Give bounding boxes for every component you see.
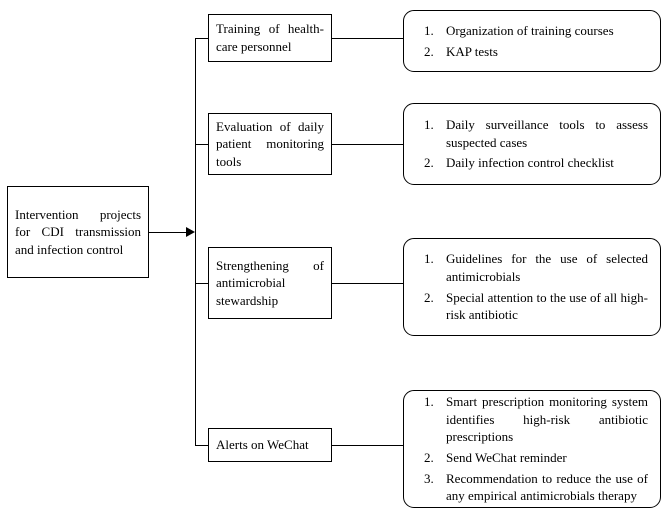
detail-node-4 [403, 390, 661, 508]
list-item [424, 154, 648, 172]
detail-node-1-list [404, 18, 660, 64]
branch-node-4 [208, 428, 332, 462]
list-item-number: 2. [424, 43, 434, 59]
connector-branch-3-stub [195, 283, 208, 284]
list-item [424, 393, 648, 446]
list-item-number: 1. [424, 394, 434, 410]
list-item [424, 43, 648, 61]
detail-node-4-list [404, 389, 660, 508]
detail-node-3 [403, 238, 661, 336]
connector-detail-2-line [332, 144, 403, 145]
list-item [424, 22, 648, 40]
list-item-text: Daily surveillance tools to assess suspected cases [446, 117, 648, 150]
list-item [424, 250, 648, 285]
connector-detail-1-line [332, 38, 403, 39]
branch-node-1-label: Training of health-care personnel [216, 21, 324, 54]
detail-node-2-list [404, 112, 660, 176]
list-item-number: 1. [424, 251, 434, 267]
list-item-text: Send WeChat reminder [446, 450, 567, 465]
branch-node-4-label: Alerts on WeChat [216, 437, 309, 453]
list-item-text: Smart prescription monitoring system identifies high-risk antibiotic prescriptions [446, 394, 648, 445]
branch-node-3-label: Strengthening of antimicrobial stewardship [216, 257, 324, 308]
detail-node-2 [403, 103, 661, 185]
connector-trunk [195, 38, 196, 446]
connector-branch-2-stub [195, 144, 208, 145]
detail-node-1 [403, 10, 661, 72]
branch-node-2-label: Evaluation of daily patient monitoring tools [216, 118, 324, 169]
list-item-text: Guidelines for the use of selected antimicrobials [446, 251, 648, 284]
list-item-number: 3. [424, 470, 434, 486]
connector-branch-1-stub [195, 38, 208, 39]
branch-node-1 [208, 14, 332, 62]
list-item [424, 289, 648, 324]
list-item-number: 2. [424, 155, 434, 171]
list-item-number: 2. [424, 289, 434, 305]
connector-root-line [149, 232, 187, 233]
arrow-right-icon [186, 227, 195, 237]
detail-node-3-list [404, 246, 660, 327]
root-node [7, 186, 149, 278]
list-item-text: Organization of training courses [446, 22, 614, 38]
branch-node-3 [208, 247, 332, 319]
connector-detail-4-line [332, 445, 403, 446]
root-node-label: Intervention projects for CDI transmission and infection control [15, 206, 141, 257]
list-item-number: 2. [424, 450, 434, 465]
list-item-text: Special attention to the use of all high-risk antibiotic [446, 289, 648, 323]
branch-node-2 [208, 113, 332, 175]
connector-detail-3-line [332, 283, 403, 284]
list-item-number: 1. [424, 22, 434, 38]
list-item-text: KAP tests [446, 43, 498, 59]
list-item-text: Daily infection control checklist [446, 155, 614, 171]
list-item [424, 470, 648, 505]
connector-branch-4-stub [195, 445, 208, 446]
list-item-text: Recommendation to reduce the use of any empirical antimicrobials therapy [446, 470, 648, 504]
list-item [424, 116, 648, 151]
list-item-number: 1. [424, 117, 434, 133]
list-item [424, 449, 648, 467]
